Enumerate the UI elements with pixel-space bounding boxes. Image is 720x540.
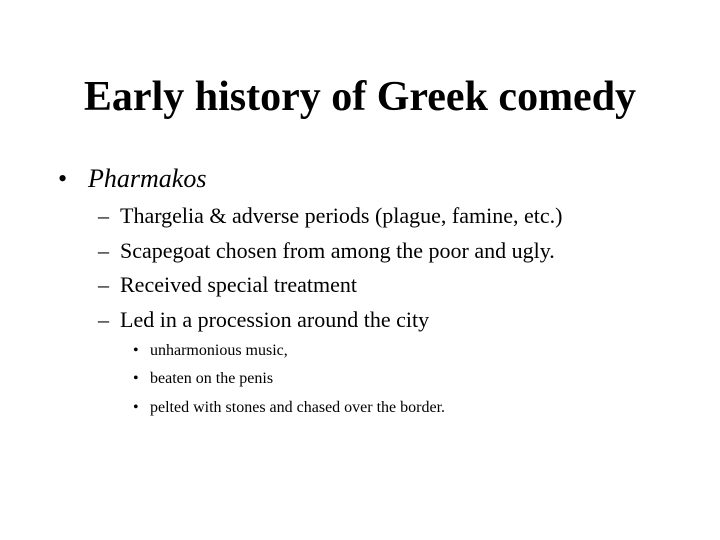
sub-sub-bullet-text: beaten on the penis [150,370,274,387]
dash-marker: – [98,272,109,297]
sub-bullet [98,238,658,264]
bullet-marker: • [58,164,68,193]
sub-sub-bullet-text: unharmonious music, [150,342,288,359]
sub-bullet-text: Scapegoat chosen from among the poor and ugly. [120,238,555,263]
bullet-marker: • [133,342,139,359]
sub-sub-bullet [133,369,573,389]
sub-bullet-text: Thargelia & adverse periods (plague, famine, etc.) [120,203,563,228]
bullet-marker: • [133,370,139,387]
sub-bullet [98,272,658,298]
sub-sub-bullet [133,341,573,361]
sub-bullet [98,307,658,333]
dash-marker: – [98,203,109,228]
sub-bullet-text: Received special treatment [120,272,357,297]
sub-sub-bullet-text: pelted with stones and chased over the border. [150,399,446,416]
bullet-level1 [58,164,358,194]
dash-marker: – [98,307,109,332]
sub-bullet [98,203,658,229]
bullet-text: Pharmakos [88,164,207,193]
slide-title: Early history of Greek comedy [83,74,637,120]
sub-bullet-text: Led in a procession around the city [120,307,430,332]
bullet-marker: • [133,399,139,416]
sub-sub-bullet [133,398,573,418]
dash-marker: – [98,238,109,263]
